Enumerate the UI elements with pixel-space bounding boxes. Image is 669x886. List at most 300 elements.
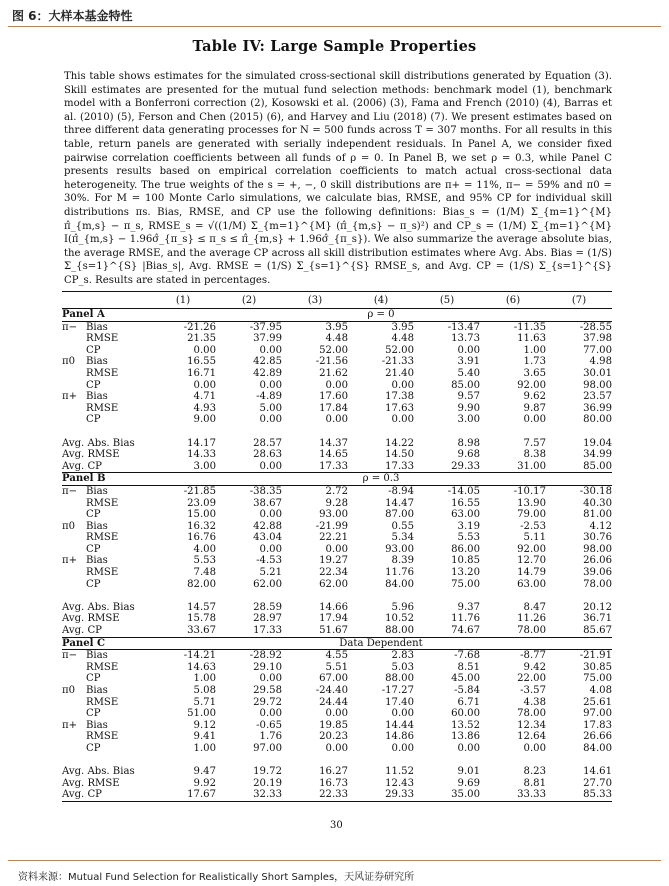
- table-cell: 9.47: [193, 766, 216, 778]
- table-row: [62, 498, 612, 510]
- table-cell: 14.22: [385, 437, 414, 449]
- table-cell: 0.00: [523, 414, 546, 426]
- table-cell: 60.00: [451, 708, 480, 720]
- group-label: π−: [62, 321, 78, 333]
- table-cell: 12.64: [517, 731, 546, 743]
- table-row: [62, 555, 612, 567]
- table-cell: 0.00: [523, 742, 546, 754]
- table-cell: 62.00: [253, 578, 282, 590]
- table-cell: 0.00: [391, 414, 414, 426]
- table-row: [62, 697, 612, 709]
- table-cell: 8.81: [523, 777, 546, 789]
- average-label: Avg. RMSE: [62, 449, 120, 461]
- table-cell: 16.71: [187, 367, 216, 379]
- table-cell: 93.00: [319, 509, 348, 521]
- table-cell: 78.00: [583, 578, 612, 590]
- stat-label: Bias: [86, 555, 108, 567]
- table-cell: 86.00: [451, 543, 480, 555]
- table-cell: 32.33: [253, 789, 282, 801]
- table-row: [62, 685, 612, 697]
- panel-name: Panel C: [62, 637, 150, 650]
- column-header: (7): [546, 292, 612, 309]
- table-cell: 8.47: [523, 601, 546, 613]
- table-cell: 12.34: [517, 719, 546, 731]
- table-cell: 3.95: [391, 321, 414, 333]
- table-cell: 3.91: [457, 356, 480, 368]
- table-cell: 0.00: [325, 379, 348, 391]
- table-cell: 37.98: [583, 333, 612, 345]
- table-cell: 14.63: [187, 661, 216, 673]
- table-cell: 5.96: [391, 601, 414, 613]
- table-cell: 1.00: [193, 673, 216, 685]
- table-cell: 11.63: [517, 333, 546, 345]
- table-cell: 10.85: [451, 555, 480, 567]
- results-table: [62, 291, 612, 802]
- source-note: 资料来源：Mutual Fund Selection for Realistically Short Samples，天风证券研究所: [18, 872, 415, 883]
- table-cell: 4.98: [589, 356, 612, 368]
- table-row: [62, 521, 612, 533]
- table-cell: 75.00: [583, 673, 612, 685]
- table-row: [62, 579, 612, 591]
- table-cell: -21.85: [183, 485, 216, 497]
- table-cell: 5.53: [193, 555, 216, 567]
- table-cell: 17.83: [583, 719, 612, 731]
- group-label: π0: [62, 356, 76, 368]
- stat-label: Bias: [86, 719, 108, 731]
- table-row: [62, 403, 612, 415]
- table-row: [62, 356, 612, 368]
- stat-label: CP: [86, 509, 101, 521]
- stat-label: Bias: [86, 685, 108, 696]
- table-cell: -8.94: [388, 485, 414, 497]
- table-cell: -14.05: [447, 485, 480, 497]
- table-cell: -24.40: [315, 685, 348, 696]
- column-header: (3): [282, 292, 348, 309]
- table-cell: 15.00: [187, 509, 216, 521]
- table-cell: 19.04: [583, 437, 612, 449]
- table-cell: 19.27: [319, 555, 348, 567]
- table-cell: 14.47: [385, 497, 414, 509]
- stat-label: Bias: [86, 321, 108, 333]
- table-cell: -10.17: [513, 485, 546, 497]
- table-cell: 20.12: [583, 601, 612, 613]
- footer-divider: [8, 860, 661, 861]
- spacer-row: [62, 590, 612, 602]
- figure-label: 图 6：大样本基金特性: [12, 9, 133, 23]
- table-cell: 14.33: [187, 449, 216, 461]
- table-cell: 29.33: [385, 789, 414, 801]
- group-label: [62, 662, 86, 674]
- table-cell: 17.67: [187, 789, 216, 801]
- panel-name: Panel B: [62, 473, 150, 486]
- table-cell: 11.52: [385, 766, 414, 778]
- table-cell: -21.99: [315, 520, 348, 532]
- table-cell: 1.73: [523, 356, 546, 368]
- table-cell: 5.11: [523, 532, 546, 544]
- table-cell: 52.00: [319, 344, 348, 356]
- table-cell: 75.00: [451, 578, 480, 590]
- table-row: [62, 532, 612, 544]
- table-cell: 2.83: [391, 650, 414, 662]
- table-cell: 67.00: [319, 673, 348, 685]
- panel-header-row: [62, 309, 612, 322]
- table-cell: 85.33: [583, 789, 612, 801]
- table-cell: 13.20: [451, 567, 480, 579]
- table-cell: -21.56: [315, 356, 348, 368]
- table-cell: 84.00: [385, 578, 414, 590]
- table-cell: 8.39: [391, 555, 414, 567]
- table-cell: 93.00: [385, 543, 414, 555]
- group-label: π+: [62, 391, 78, 403]
- group-label: π+: [62, 555, 78, 567]
- table-cell: 85.67: [583, 625, 612, 637]
- stat-label: CP: [86, 578, 101, 590]
- table-cell: 4.12: [589, 520, 612, 532]
- spacer: [62, 590, 612, 602]
- table-row: [62, 650, 612, 662]
- table-row: [62, 720, 612, 732]
- group-label: [62, 509, 86, 521]
- table-cell: 0.00: [259, 344, 282, 356]
- table-cell: 12.43: [385, 777, 414, 789]
- average-row: [62, 766, 612, 778]
- table-cell: -21.33: [381, 356, 414, 368]
- table-cell: 9.69: [457, 777, 480, 789]
- group-label: [62, 380, 86, 392]
- table-cell: 34.99: [583, 449, 612, 461]
- group-label: π0: [62, 685, 76, 696]
- group-label: π+: [62, 719, 78, 731]
- table-cell: 14.65: [319, 449, 348, 461]
- table-cell: 1.00: [193, 742, 216, 754]
- table-cell: 9.37: [457, 601, 480, 613]
- table-cell: 22.33: [319, 789, 348, 801]
- table-cell: 4.08: [589, 685, 612, 696]
- table-cell: 14.61: [583, 766, 612, 778]
- table-cell: 62.00: [319, 578, 348, 590]
- table-cell: 26.66: [583, 731, 612, 743]
- table-row: [62, 743, 612, 755]
- table-cell: -0.65: [256, 719, 282, 731]
- table-cell: 2.72: [325, 485, 348, 497]
- table-cell: 5.40: [457, 367, 480, 379]
- group-label: [62, 403, 86, 415]
- stat-label: RMSE: [86, 661, 119, 673]
- table-cell: 81.00: [583, 509, 612, 521]
- table-cell: 22.00: [517, 673, 546, 685]
- table-cell: 51.00: [187, 708, 216, 720]
- table-cell: 9.00: [193, 414, 216, 426]
- table-cell: 5.34: [391, 532, 414, 544]
- panel-name: Panel A: [62, 309, 150, 322]
- panel-condition: Data Dependent: [150, 637, 612, 650]
- table-cell: 14.17: [187, 437, 216, 449]
- table-row: [62, 345, 612, 357]
- table-cell: -2.53: [520, 520, 546, 532]
- table-cell: 77.00: [583, 344, 612, 356]
- table-cell: 0.00: [259, 379, 282, 391]
- average-label: Avg. RMSE: [62, 613, 120, 625]
- group-label: [62, 333, 86, 345]
- table-cell: 88.00: [385, 673, 414, 685]
- table-cell: -5.84: [454, 685, 480, 696]
- table-description: This table shows estimates for the simulated cross-sectional skill distributions generated by Equation (3). Skill estimates are presented for the mutual fund selection methods: benchmark model (1), benchmark model with a Bonferroni correction (2), Kosowski et al. (2006) (3), Fama and French (2010) (4), Barras et al. (2010) (5), Ferson and Chen (2015) (6), and Harvey and Liu (2018) (7). We present estimates based on three different data generating processes for N = 500 funds across T = 307 months. For all results in this table, return panels are generated with serially independent residuals. In Panel A, we consider fixed pairwise correlation coefficients between all funds of ρ = 0. In Panel B, we set ρ = 0.3, while Panel C presents results based on empirical correlation coefficients to match actual cross-sectional data heterogeneity. The true weights of the s = +, −, 0 skill distributions are π+ = 11%, π− = 59% and π0 = 30%. For M = 100 Monte Carlo simulations, we calculate bias, RMSE, and 95% CP for individual skill distributions πs. Bias, RMSE, and CP use the following definitions: Bias_s = (1/M) Σ_{m=1}^{M} π̂_{m,s} − π_s, RMSE_s = √((1/M) Σ_{m=1}^{M} (π̂_{m,s} − π_s)²) and CP_s = (1/M) Σ_{m=1}^{M} I(π̂_{m,s} − 1.96σ̂_{π_s} ≤ π_s ≤ π̂_{m,s} + 1.96σ̂_{π_s}). We also summarize the average absolute bias, the average RMSE, and the average CP across all skill distribution estimates where Avg. Abs. Bias = (1/S) Σ_{s=1}^{S} |Bias_s|, Avg. RMSE = (1/S) Σ_{s=1}^{S} RMSE_s, and Avg. CP = (1/S) Σ_{s=1}^{S} CP_s. Results are stated in percentages.: [64, 71, 612, 286]
- table-cell: 9.57: [457, 391, 480, 403]
- average-row: [62, 449, 612, 461]
- table-cell: 29.72: [253, 696, 282, 708]
- table-cell: 88.00: [385, 625, 414, 637]
- group-label: π−: [62, 485, 78, 497]
- table-cell: 78.00: [517, 708, 546, 720]
- table-cell: 17.84: [319, 402, 348, 414]
- table-cell: 22.34: [319, 567, 348, 579]
- average-row: [62, 778, 612, 790]
- average-label: Avg. Abs. Bias: [62, 601, 135, 613]
- table-cell: 5.08: [193, 685, 216, 696]
- column-header: (1): [150, 292, 216, 309]
- table-cell: 17.38: [385, 391, 414, 403]
- table-cell: 14.66: [319, 601, 348, 613]
- table-cell: 16.55: [451, 497, 480, 509]
- stat-label: CP: [86, 708, 101, 720]
- table-cell: 9.28: [325, 497, 348, 509]
- average-row: [62, 625, 612, 637]
- group-label: [62, 544, 86, 556]
- table-cell: 16.73: [319, 777, 348, 789]
- table-title: Table IV: Large Sample Properties: [192, 38, 477, 55]
- table-cell: -17.27: [381, 685, 414, 696]
- table-cell: 4.38: [523, 696, 546, 708]
- table-cell: -11.35: [513, 321, 546, 333]
- table-cell: 85.00: [583, 460, 612, 472]
- table-cell: 51.67: [319, 625, 348, 637]
- table-cell: 16.32: [187, 520, 216, 532]
- table-cell: 0.00: [193, 379, 216, 391]
- table-cell: -4.53: [256, 555, 282, 567]
- table-cell: -38.35: [249, 485, 282, 497]
- group-label: π−: [62, 650, 78, 662]
- table-row: [62, 662, 612, 674]
- panel-header-row: [62, 637, 612, 650]
- table-cell: 26.06: [583, 555, 612, 567]
- table-cell: 0.00: [325, 742, 348, 754]
- table-cell: 20.23: [319, 731, 348, 743]
- table-cell: 0.00: [259, 509, 282, 521]
- table-cell: 5.21: [259, 567, 282, 579]
- table-row: [62, 509, 612, 521]
- average-row: [62, 438, 612, 450]
- table-cell: 28.57: [253, 437, 282, 449]
- table-cell: 0.00: [325, 708, 348, 720]
- header-divider: [8, 26, 661, 27]
- table-cell: 0.00: [193, 344, 216, 356]
- table-cell: 14.44: [385, 719, 414, 731]
- table-cell: 37.99: [253, 333, 282, 345]
- stat-label: Bias: [86, 650, 108, 662]
- table-cell: 1.00: [523, 344, 546, 356]
- report-header: [0, 0, 669, 30]
- table-cell: 28.63: [253, 449, 282, 461]
- table-cell: 17.60: [319, 391, 348, 403]
- column-header: (4): [348, 292, 414, 309]
- table-cell: 14.86: [385, 731, 414, 743]
- table-cell: 9.92: [193, 777, 216, 789]
- spacer-row: [62, 426, 612, 438]
- page-number: 30: [330, 820, 343, 831]
- table-cell: 33.33: [517, 789, 546, 801]
- table-cell: -4.89: [256, 391, 282, 403]
- spacer-row: [62, 755, 612, 767]
- table-cell: 17.33: [253, 625, 282, 637]
- table-cell: 28.97: [253, 613, 282, 625]
- stat-label: CP: [86, 742, 101, 754]
- panel-condition: ρ = 0: [150, 309, 612, 322]
- report-footer: [0, 854, 669, 886]
- table-cell: 16.76: [187, 532, 216, 544]
- table-cell: 63.00: [517, 578, 546, 590]
- table-cell: 0.00: [259, 708, 282, 720]
- table-cell: 97.00: [583, 708, 612, 720]
- table-cell: 0.00: [259, 673, 282, 685]
- stat-label: RMSE: [86, 731, 119, 743]
- group-label: [62, 731, 86, 743]
- table-cell: 36.99: [583, 402, 612, 414]
- table-cell: 0.00: [259, 543, 282, 555]
- average-label: Avg. RMSE: [62, 777, 120, 789]
- table-cell: 33.67: [187, 625, 216, 637]
- table-cell: 92.00: [517, 543, 546, 555]
- table-cell: 31.00: [517, 460, 546, 472]
- table-cell: 0.00: [457, 344, 480, 356]
- average-label: Avg. CP: [62, 625, 102, 637]
- group-label: [62, 345, 86, 357]
- table-cell: 3.00: [193, 460, 216, 472]
- stat-label: RMSE: [86, 532, 119, 544]
- stat-label: CP: [86, 673, 101, 685]
- table-cell: 13.73: [451, 333, 480, 345]
- group-label: [62, 708, 86, 720]
- table-cell: 8.38: [523, 449, 546, 461]
- group-label: [62, 697, 86, 709]
- table-cell: 21.40: [385, 367, 414, 379]
- table-cell: 35.00: [451, 789, 480, 801]
- table-cell: 17.40: [385, 696, 414, 708]
- group-label: [62, 579, 86, 591]
- table-cell: 13.86: [451, 731, 480, 743]
- average-label: Avg. CP: [62, 789, 102, 801]
- table-cell: 80.00: [583, 414, 612, 426]
- table-cell: 10.52: [385, 613, 414, 625]
- table-row: [62, 414, 612, 426]
- table-cell: 15.78: [187, 613, 216, 625]
- table-cell: -14.21: [183, 650, 216, 662]
- group-label: [62, 414, 86, 426]
- table-cell: 52.00: [385, 344, 414, 356]
- table-cell: 43.04: [253, 532, 282, 544]
- table-cell: 78.00: [517, 625, 546, 637]
- table-cell: 3.19: [457, 520, 480, 532]
- table-cell: 38.67: [253, 497, 282, 509]
- group-label: π0: [62, 520, 76, 532]
- table-cell: 74.67: [451, 625, 480, 637]
- stat-label: RMSE: [86, 402, 119, 414]
- group-label: [62, 743, 86, 755]
- table-cell: 5.00: [259, 402, 282, 414]
- table-cell: 4.71: [193, 391, 216, 403]
- table-cell: 29.10: [253, 661, 282, 673]
- stat-label: RMSE: [86, 567, 119, 579]
- table-cell: 16.55: [187, 356, 216, 368]
- table-cell: 5.03: [391, 661, 414, 673]
- table-cell: 11.26: [517, 613, 546, 625]
- table-cell: 8.23: [523, 766, 546, 778]
- table-cell: 79.00: [517, 509, 546, 521]
- table-cell: 19.85: [319, 719, 348, 731]
- stat-label: CP: [86, 379, 101, 391]
- table-cell: 9.12: [193, 719, 216, 731]
- group-label: [62, 498, 86, 510]
- table-cell: 9.87: [523, 402, 546, 414]
- table-cell: -30.18: [579, 485, 612, 497]
- table-cell: 3.95: [325, 321, 348, 333]
- stat-label: RMSE: [86, 333, 119, 345]
- table-cell: 8.98: [457, 437, 480, 449]
- table-cell: 25.61: [583, 696, 612, 708]
- table-cell: 84.00: [583, 742, 612, 754]
- table-cell: 9.41: [193, 731, 216, 743]
- table-cell: 5.51: [325, 661, 348, 673]
- spacer: [62, 755, 612, 767]
- table-cell: 30.01: [583, 367, 612, 379]
- table-cell: 92.00: [517, 379, 546, 391]
- stat-label: Bias: [86, 356, 108, 368]
- stat-label: Bias: [86, 520, 108, 532]
- group-label: [62, 567, 86, 579]
- table-cell: 87.00: [385, 509, 414, 521]
- table-cell: 0.00: [391, 742, 414, 754]
- average-label: Avg. Abs. Bias: [62, 766, 135, 778]
- table-cell: 29.58: [253, 685, 282, 696]
- table-cell: 13.90: [517, 497, 546, 509]
- average-row: [62, 461, 612, 473]
- group-label: [62, 368, 86, 380]
- table-cell: -7.68: [454, 650, 480, 662]
- average-row: [62, 613, 612, 625]
- table-cell: 45.00: [451, 673, 480, 685]
- spacer: [62, 426, 612, 438]
- table-cell: 13.52: [451, 719, 480, 731]
- stat-label: CP: [86, 414, 101, 426]
- column-header-row: [62, 292, 612, 309]
- table-cell: 0.00: [391, 379, 414, 391]
- table-row: [62, 321, 612, 333]
- table-cell: 98.00: [583, 379, 612, 391]
- stat-label: CP: [86, 543, 101, 555]
- average-label: Avg. Abs. Bias: [62, 437, 135, 449]
- table-cell: 0.00: [325, 414, 348, 426]
- table-cell: 4.48: [391, 333, 414, 345]
- average-label: Avg. CP: [62, 460, 102, 472]
- table-cell: 5.71: [193, 696, 216, 708]
- table-row: [62, 380, 612, 392]
- table-row: [62, 333, 612, 345]
- average-row: [62, 602, 612, 614]
- table-cell: 0.00: [391, 708, 414, 720]
- table-cell: 17.33: [385, 460, 414, 472]
- table-row: [62, 567, 612, 579]
- stat-label: RMSE: [86, 367, 119, 379]
- column-header: (2): [216, 292, 282, 309]
